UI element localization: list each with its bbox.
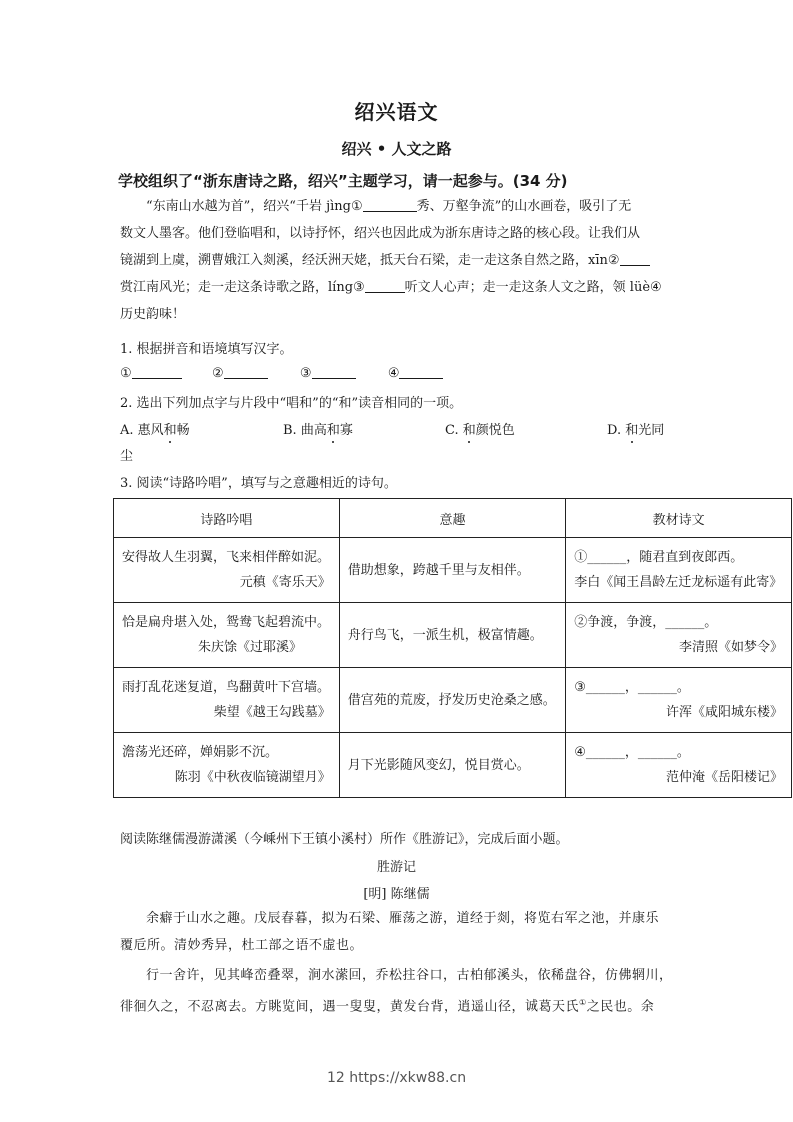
reading-line [120, 962, 680, 989]
poem-cell [114, 668, 340, 733]
poem-source: 朱庆馀《过耶溪》 [198, 640, 303, 655]
answer-blank[interactable] [365, 278, 405, 293]
passage-line [120, 274, 676, 301]
reading-intro: 阅读陈继儒漫游潇溪（今嵊州下王镇小溪村）所作《胜游记》，完成后面小题。 [120, 832, 569, 847]
dotted-char: 和 [462, 423, 476, 438]
option-d-wrap: 尘 [120, 449, 134, 464]
dotted-char: 诚 [525, 999, 539, 1015]
meaning-cell [339, 733, 565, 798]
passage-line: 数文人墨客。他们登临唱和，以诗抒怀，绍兴也因此成为浙东唐诗之路的核心段。让我们从 [120, 226, 641, 241]
poem-line: 恰是扁舟堪入处，鸳鸯飞起碧流中。 [122, 615, 331, 630]
blank-label: ② [211, 366, 224, 381]
poem-source: 陈羽《中秋夜临镜湖望月》 [174, 770, 331, 785]
dotted-char: 和 [163, 423, 177, 438]
table-row [114, 733, 792, 798]
textbook-source: 许浑《咸阳城东楼》 [665, 705, 783, 720]
option-text: B. 曲高 [283, 423, 327, 438]
question-3: 3. 阅读“诗路吟唱”，填写与之意趣相近的诗句。 [120, 476, 397, 491]
option-text: A. 惠风 [120, 423, 164, 438]
question-2: 2. 选出下列加点字与片段中“唱和”的“和”读音相同的一项。 [120, 396, 463, 411]
poem-cell [114, 538, 340, 603]
option-d[interactable] [607, 419, 664, 438]
table-header: 诗路吟唱 [114, 499, 340, 538]
passage-text: 赏江南风光；走一走这条诗歌之路，líng③ [120, 280, 365, 295]
meaning-cell [339, 668, 565, 733]
textbook-line: ④______，______。 [574, 745, 690, 760]
reading-text [120, 905, 680, 1016]
table-header: 教材诗文 [566, 499, 792, 538]
poem-cell [114, 733, 340, 798]
option-text: 寡 [339, 423, 353, 438]
passage-line [120, 247, 676, 274]
reading-line [120, 905, 680, 932]
meaning-cell [339, 603, 565, 668]
blank-label: ③ [299, 366, 312, 381]
option-text: D. [607, 423, 626, 438]
meaning-text: 舟行鸟飞，一派生机，极富情趣。 [347, 627, 543, 643]
passage-line [120, 193, 676, 220]
passage-text: “东南山水越为首”，绍兴“千岩 jìng① [146, 199, 363, 214]
option-c[interactable] [445, 419, 515, 438]
dotted-char: 和 [625, 423, 639, 438]
textbook-cell[interactable] [566, 603, 792, 668]
option-text: 畅 [176, 423, 190, 438]
section-heading: 学校组织了“浙东唐诗之路，绍兴”主题学习，请一起参与。(34 分) [118, 172, 568, 190]
table-header-row [114, 499, 792, 538]
answer-blank[interactable] [312, 364, 356, 379]
option-text: 颜悦色 [475, 423, 515, 438]
meaning-text: 月下光影随风变幻，悦目赏心。 [347, 757, 530, 773]
poem-line: 雨打乱花迷复道，鸟翻黄叶下宫墙。 [122, 680, 331, 695]
reading-text-span: 之民也。余 [586, 999, 655, 1015]
textbook-cell[interactable] [566, 668, 792, 733]
textbook-line: ③______，______。 [574, 680, 690, 695]
table-header: 意趣 [339, 499, 565, 538]
passage-line: 历史韵味！ [120, 307, 186, 322]
reading-text-span: 余癖于山水之趣。戊辰春暮，拟为石梁、雁荡之游，道经于剡，将览右军之池，并康乐 [146, 911, 660, 926]
question-1: 1. 根据拼音和语境填写汉字。 [120, 342, 293, 357]
answer-blank[interactable] [620, 251, 650, 266]
reading-line [120, 989, 680, 1016]
option-a[interactable] [120, 419, 190, 438]
dotted-char: 和 [326, 423, 340, 438]
option-b[interactable] [283, 419, 353, 438]
answer-blank[interactable] [399, 364, 443, 379]
passage-text: 镜湖到上虞，溯曹娥江入剡溪，经沃洲天姥，抵天台石梁，走一走这条自然之路，xīn② [120, 253, 620, 268]
answer-blank[interactable] [132, 364, 182, 379]
meaning-cell [339, 538, 565, 603]
passage [120, 193, 676, 328]
reading-author: [明] 陈继儒 [363, 887, 430, 902]
textbook-source: 范仲淹《岳阳楼记》 [665, 770, 783, 785]
meaning-text: 借助想象，跨越千里与友相伴。 [347, 562, 530, 578]
reading-title: 胜游记 [376, 860, 416, 875]
textbook-line: ②争渡，争渡，______。 [574, 615, 718, 630]
page-subtitle: 绍兴 • 人文之路 [341, 140, 452, 158]
option-text: 光同 [638, 423, 665, 438]
poem-cell [114, 603, 340, 668]
option-text: C. [445, 423, 463, 438]
textbook-line: ①______，随君直到夜郎西。 [574, 550, 744, 565]
textbook-cell[interactable] [566, 733, 792, 798]
poem-line: 安得故人生羽翼，飞来相伴醉如泥。 [122, 550, 331, 565]
reading-text-span: 葛天氏 [538, 999, 580, 1015]
question-1-blanks [120, 364, 443, 381]
footnote-mark: ① [579, 998, 587, 1007]
textbook-cell[interactable] [566, 538, 792, 603]
poem-source: 柴望《越王勾践墓》 [213, 705, 331, 720]
blank-label: ④ [387, 366, 400, 381]
page-footer: 12 https://xkw88.cn [326, 1070, 467, 1086]
meaning-text: 借宫苑的荒废，抒发历史沧桑之感。 [347, 692, 556, 708]
answer-blank[interactable] [363, 197, 417, 212]
reading-line: 覆卮所。清妙秀异，杜工部之语不虚也。 [120, 938, 364, 953]
answer-blank[interactable] [224, 364, 268, 379]
poem-source: 元稹《寄乐天》 [239, 575, 331, 590]
reading-text-span: 行一舍许，见其峰峦叠翠，涧水潆回，乔松拄谷口，古柏郁溪头，依稀盘谷，仿佛辋川， [146, 968, 673, 983]
passage-text: 听文人心声；走一走这条人文之路，领 lüè④ [404, 280, 662, 295]
blank-label: ① [120, 366, 132, 381]
reading-text-span: 徘徊久之，不忍离去。方眺览间，遇一叟叟，黄发台背，逍遥山径， [120, 999, 526, 1015]
table-row [114, 538, 792, 603]
textbook-source: 李白《闻王昌龄左迁龙标遥有此寄》 [574, 575, 783, 590]
table-row [114, 603, 792, 668]
poem-line: 澹荡光还碎，婵娟影不沉。 [122, 745, 279, 760]
table-row [114, 668, 792, 733]
poem-table [113, 498, 792, 798]
textbook-source: 李清照《如梦令》 [678, 640, 783, 655]
page-title: 绍兴语文 [354, 100, 439, 124]
passage-text: 秀、万壑争流”的山水画卷，吸引了无 [416, 199, 632, 214]
